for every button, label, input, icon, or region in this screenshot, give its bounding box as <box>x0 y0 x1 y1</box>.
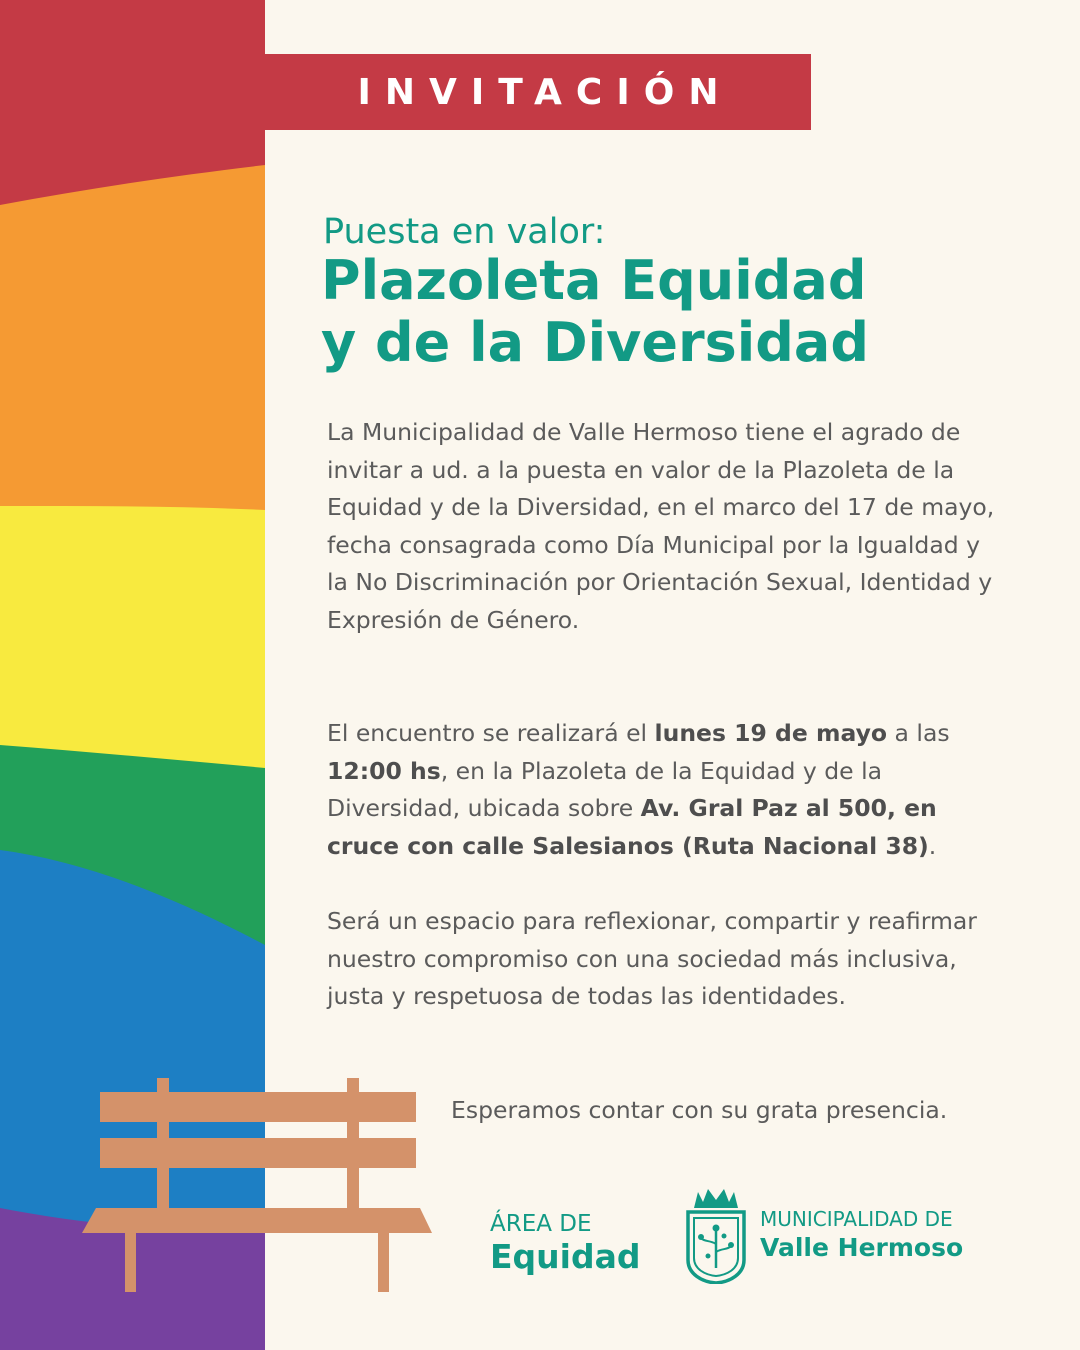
municipality-logo <box>684 1186 963 1284</box>
title-line-1: Plazoleta Equidad <box>321 249 867 312</box>
area-equidad-logo <box>490 1210 640 1276</box>
details-text-2: a las <box>887 719 950 747</box>
event-date: lunes 19 de mayo <box>654 719 888 747</box>
details-text-4: . <box>928 831 937 860</box>
municipality-logo-line-2: Valle Hermoso <box>760 1233 964 1262</box>
banner-label: INVITACIÓN <box>357 71 733 113</box>
event-time: 12:00 hs <box>327 756 441 785</box>
municipality-logo-line-1: MUNICIPALIDAD DE <box>760 1207 953 1231</box>
details-paragraph <box>327 715 1007 865</box>
details-text-1: El encuentro se realizará el <box>327 719 655 747</box>
bench-icon <box>80 1078 440 1298</box>
intro-paragraph: La Municipalidad de Valle Hermoso tiene el agrado de invitar a ud. a la puesta en valor de la Plazoleta de la Equidad y de la Diversidad, en el marco del 17 de mayo, fecha consagrada como Día Municipal por la Igualdad y la No Discriminación por Orientación Sexual, Identidad y Expresión de Género. <box>327 418 995 634</box>
event-address: Av. Gral Paz al 500, en cruce con calle Salesianos (Ruta Nacional 38) <box>327 794 937 860</box>
invitation-banner <box>265 54 811 130</box>
area-logo-line-1: ÁREA DE <box>490 1211 592 1237</box>
title-prefix: Puesta en valor: <box>323 212 606 252</box>
title-line-2: y de la Diversidad <box>321 311 870 374</box>
closing-line: Esperamos contar con su grata presencia. <box>451 1096 948 1124</box>
details-text-3: , en la Plazoleta de la Equidad y de la Diversidad, ubicada sobre <box>327 756 883 823</box>
area-logo-line-2: Equidad <box>490 1237 641 1276</box>
page-title <box>321 250 1041 374</box>
purpose-paragraph: Será un espacio para reflexionar, compartir y reafirmar nuestro compromiso con una sociedad más inclusiva, justa y respetuosa de todas las identidades. <box>327 907 977 1011</box>
municipal-shield-icon <box>684 1186 748 1284</box>
